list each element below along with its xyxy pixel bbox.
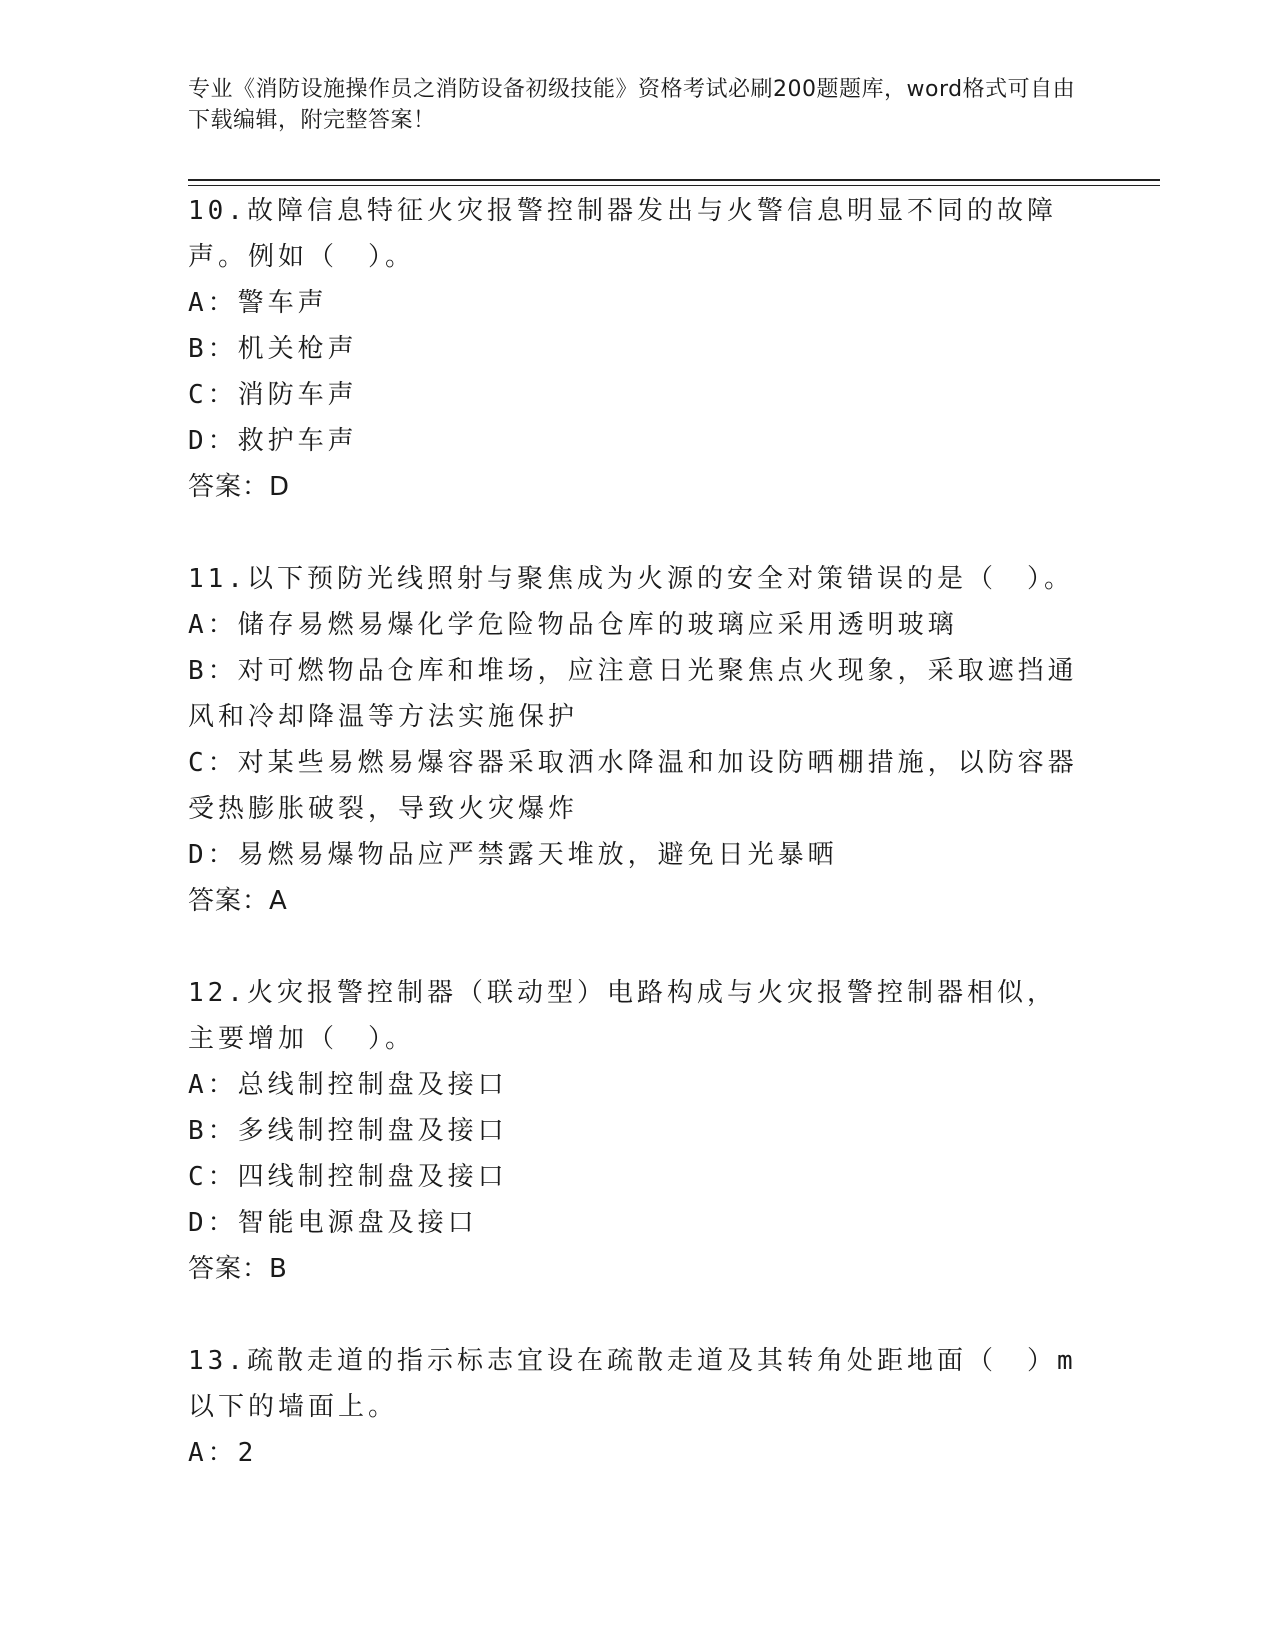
question-stem: 12.火灾报警控制器（联动型）电路构成与火灾报警控制器相似，主要增加（ ）。 (188, 978, 1057, 1054)
header-divider-thin (188, 185, 1160, 186)
question-stem: 11.以下预防光线照射与聚焦成为火源的安全对策错误的是（ ）。 (188, 564, 1074, 594)
option-c: C：消防车声 (188, 380, 358, 410)
question-10 (188, 188, 1088, 510)
header-divider-thick (188, 179, 1160, 181)
option-d: D：救护车声 (188, 426, 358, 456)
question-13 (188, 1338, 1088, 1476)
document-header: 专业《消防设施操作员之消防设备初级技能》资格考试必刷200题题库，word格式可自由下载编辑，附完整答案！ (188, 77, 1076, 133)
question-12 (188, 970, 1088, 1292)
question-stem: 10.故障信息特征火灾报警控制器发出与火警信息明显不同的故障声。例如（ ）。 (188, 196, 1057, 272)
option-a: A：2 (188, 1438, 258, 1468)
option-a: A：储存易燃易爆化学危险物品仓库的玻璃应采用透明玻璃 (188, 610, 958, 640)
option-c: C：四线制控制盘及接口 (188, 1162, 508, 1192)
option-c: C：对某些易燃易爆容器采取洒水降温和加设防晒棚措施，以防容器受热膨胀破裂，导致火灾爆炸 (188, 748, 1078, 824)
answer-label: 答案：A (188, 886, 288, 916)
option-b: B：对可燃物品仓库和堆场，应注意日光聚焦点火现象，采取遮挡通风和冷却降温等方法实施保护 (188, 656, 1078, 732)
option-d: D：易燃易爆物品应严禁露天堆放，避免日光暴晒 (188, 840, 838, 870)
question-list (188, 188, 1088, 1522)
question-stem: 13.疏散走道的指示标志宜设在疏散走道及其转角处距地面（ ）m以下的墙面上。 (188, 1346, 1077, 1422)
option-a: A：警车声 (188, 288, 328, 318)
option-b: B：多线制控制盘及接口 (188, 1116, 508, 1146)
answer-label: 答案：B (188, 1254, 288, 1284)
option-a: A：总线制控制盘及接口 (188, 1070, 508, 1100)
question-11 (188, 556, 1088, 924)
option-b: B：机关枪声 (188, 334, 358, 364)
option-d: D：智能电源盘及接口 (188, 1208, 478, 1238)
answer-label: 答案：D (188, 472, 291, 502)
